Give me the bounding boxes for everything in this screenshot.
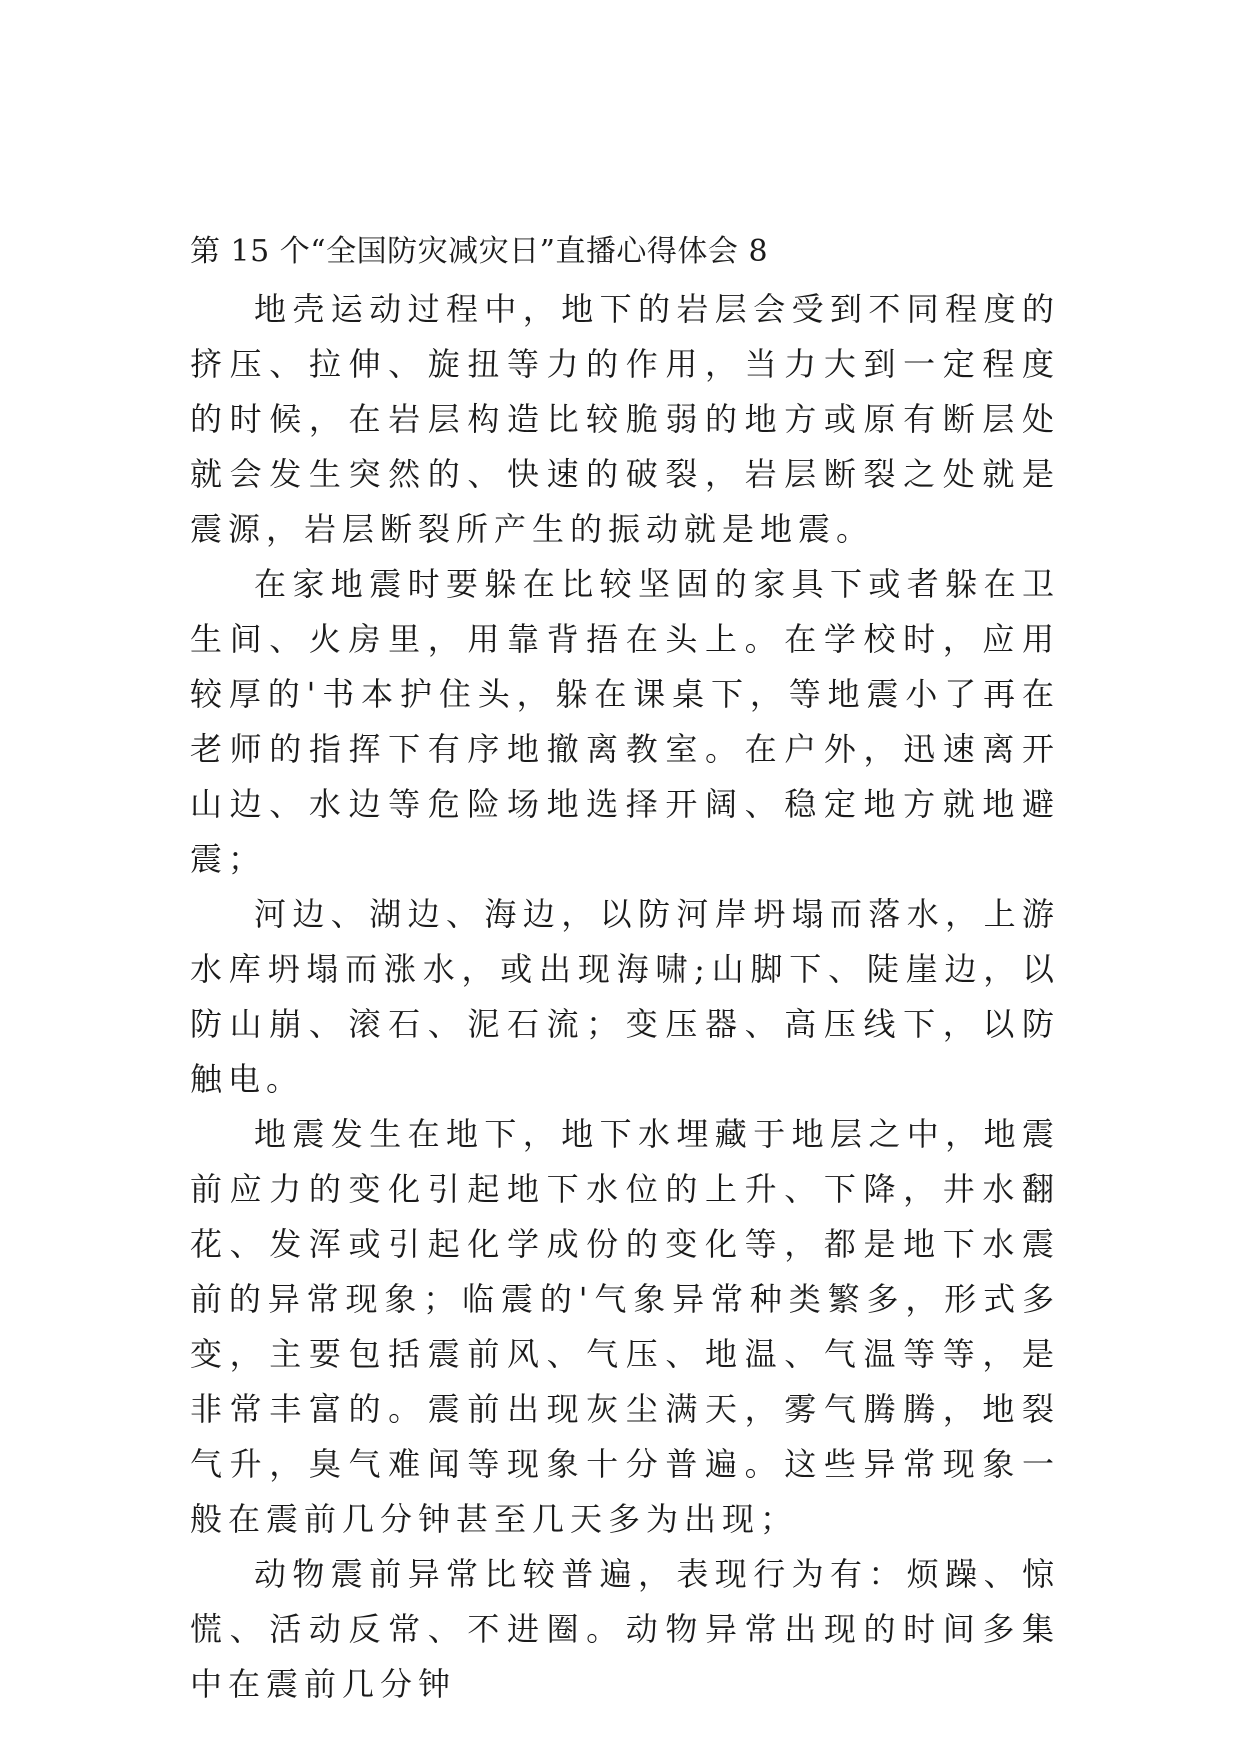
paragraph-earthquake-cause: 地壳运动过程中，地下的岩层会受到不同程度的挤压、拉伸、旋扭等力的作用，当力大到一定程度的时候，在岩层构造比较脆弱的地方或原有断层处就会发生突然的、快速的破裂，岩层断裂之处就是震源，岩层断裂所产生的振动就是地震。 [190,290,1060,548]
paragraph-precursor-phenomena: 地震发生在地下，地下水埋藏于地层之中，地震前应力的变化引起地下水位的上升、下降，井水翻花、发浑或引起化学成份的变化等，都是地下水震前的异常现象；临震的'气象异常种类繁多，形式多变，主要包括震前风、气压、地温、气温等等，是非常丰富的。震前出现灰尘满天，雾气腾腾，地裂气升，臭气难闻等现象十分普遍。这些异常现象一般在震前几分钟甚至几天多为出现； [190,1115,1060,1538]
paragraph-danger-zones: 河边、湖边、海边，以防河岸坍塌而落水，上游水库坍塌而涨水，或出现海啸;山脚下、陡崖边，以防山崩、滚石、泥石流；变压器、高压线下，以防触电。 [190,895,1060,1098]
document-body [190,225,1060,1712]
paragraph-shelter-advice: 在家地震时要躲在比较坚固的家具下或者躲在卫生间、火房里，用靠背捂在头上。在学校时，应用较厚的'书本护住头，躲在课桌下，等地震小了再在老师的指挥下有序地撤离教室。在户外，迅速离开山边、水边等危险场地选择开阔、稳定地方就地避震； [190,565,1060,878]
document-title: 第 15 个“全国防灾减灾日”直播心得体会 8 [190,234,769,269]
paragraph-animal-behavior: 动物震前异常比较普遍，表现行为有：烦躁、惊慌、活动反常、不进圈。动物异常出现的时间多集中在震前几分钟 [190,1555,1060,1703]
